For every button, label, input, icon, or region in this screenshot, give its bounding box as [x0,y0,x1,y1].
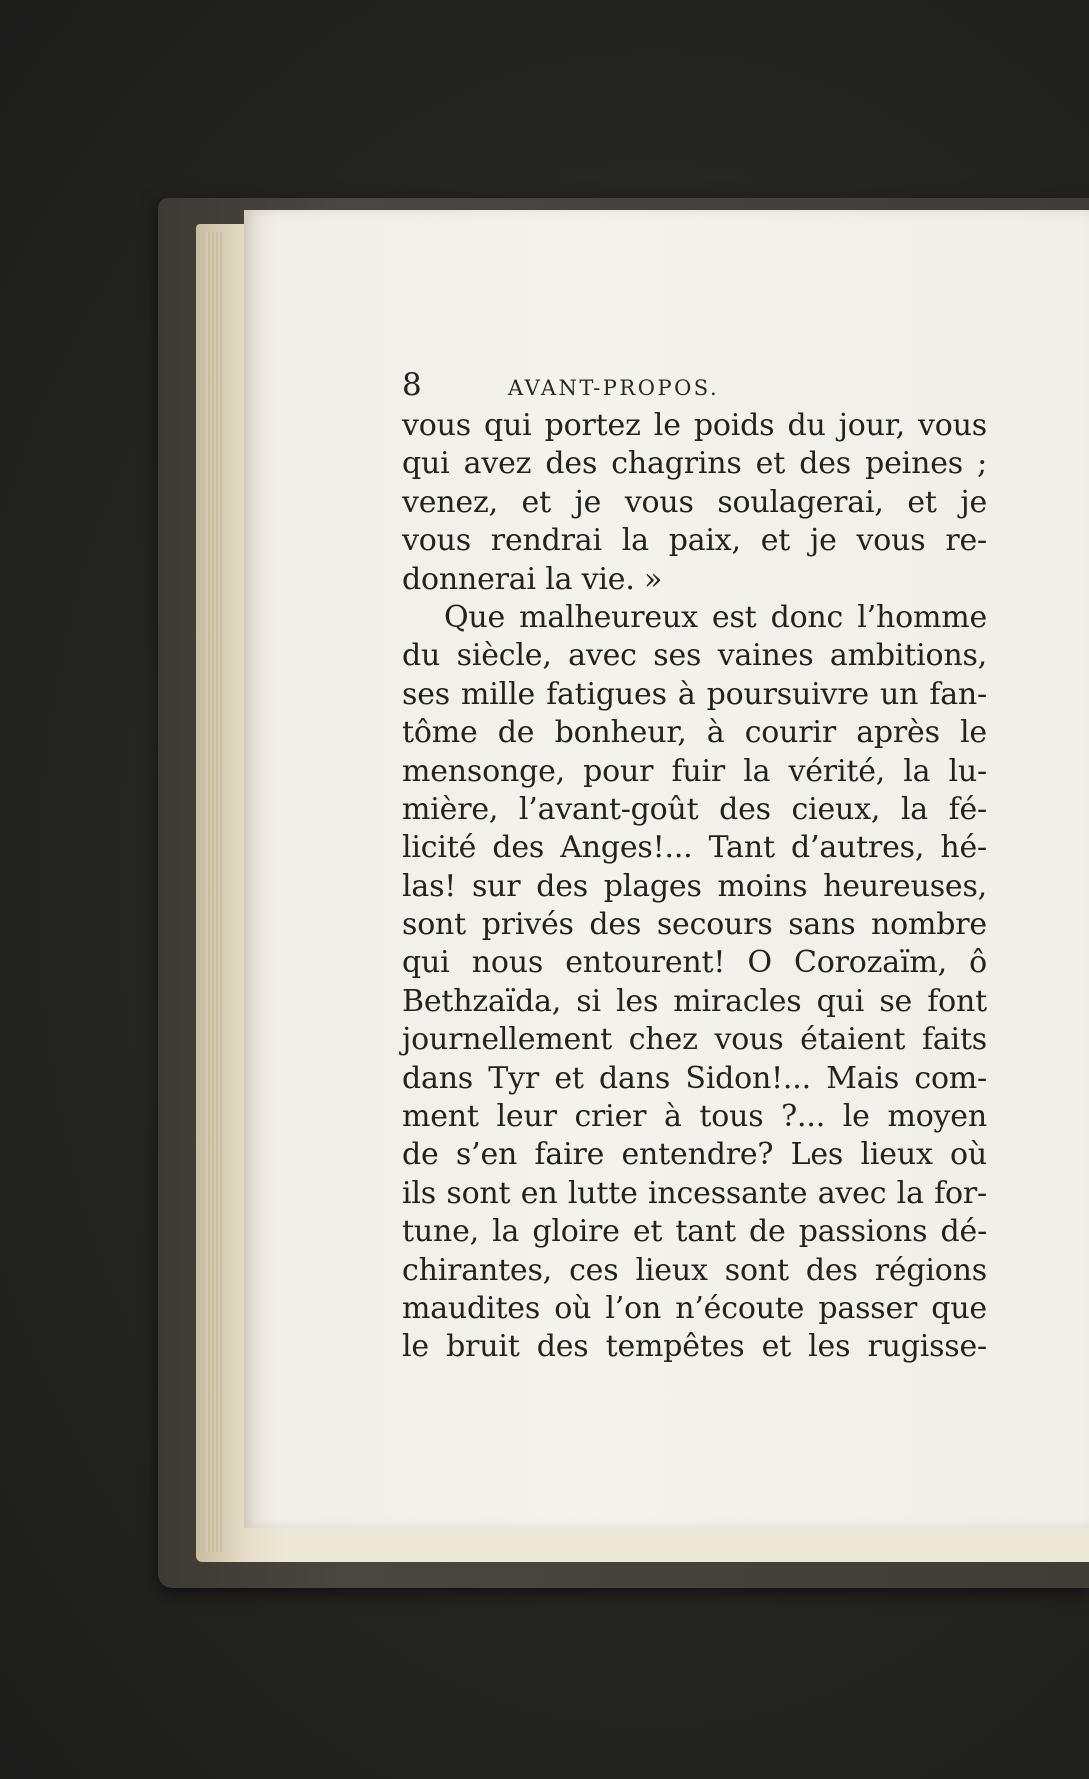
page-number: 8 [402,367,422,403]
page-text-block [402,363,987,1367]
text-line: mensonge, pour fuir la vérité, la lu- [402,753,987,789]
text-line: sont privés des secours sans nombre [402,907,987,943]
text-line: las! sur des plages moins heureuses, [402,868,987,904]
text-line: ils sont en lutte incessante avec la for- [402,1175,987,1211]
text-line: maudites où l’on n’écoute passer que [402,1290,987,1326]
text-line: le bruit des tempêtes et les rugisse- [402,1329,987,1365]
text-line: qui avez des chagrins et des peines ; [402,446,987,482]
text-line: donnerai la vie. » [402,561,663,597]
text-line: ses mille fatigues à poursuivre un fan- [402,676,987,712]
text-line: venez, et je vous soulagerai, et je [402,484,987,520]
text-line: chirantes, ces lieux sont des régions [402,1252,987,1288]
text-line: vous qui portez le poids du jour, vous [402,408,987,443]
text-line: tôme de bonheur, à courir après le [402,715,987,751]
text-line: Que malheureux est donc l’homme [444,599,987,635]
text-line: vous rendrai la paix, et je vous re- [402,523,987,559]
running-title: AVANT-PROPOS. [508,376,720,400]
text-line: du siècle, avec ses vaines ambitions, [402,638,987,674]
text-line: licité des Anges!... Tant d’autres, hé- [402,830,987,866]
text-line: tune, la gloire et tant de passions dé- [402,1214,987,1250]
text-line: de s’en faire entendre? Les lieux où [402,1137,987,1173]
text-line: mière, l’avant-goût des cieux, la fé- [402,791,987,827]
text-line: journellement chez vous étaient faits [402,1022,987,1058]
text-line: qui nous entourent! O Corozaïm, ô [402,945,987,981]
text-line: ment leur crier à tous ?... le moyen [402,1099,987,1135]
text-line: Bethzaïda, si les miracles qui se font [402,983,987,1019]
text-line: dans Tyr et dans Sidon!... Mais com- [402,1060,987,1096]
page-header [402,363,987,407]
